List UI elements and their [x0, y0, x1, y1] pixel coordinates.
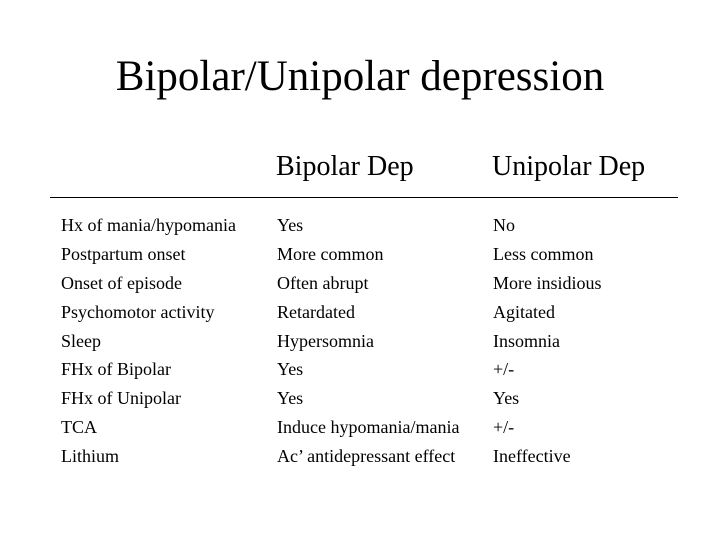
row-bipolar-value: Retardated — [277, 301, 355, 322]
comparison-table — [0, 211, 720, 471]
row-bipolar-value: Induce hypomania/mania — [277, 417, 460, 438]
row-unipolar-value: +/- — [493, 417, 515, 438]
row-bipolar-value: More common — [277, 243, 384, 264]
column-header-bipolar: Bipolar Dep — [276, 151, 414, 182]
row-feature-label: Psychomotor activity — [61, 301, 215, 322]
row-feature-label: Hx of mania/hypomania — [61, 215, 236, 235]
table-row — [0, 211, 720, 240]
row-bipolar-value: Ac’ antidepressant effect — [277, 446, 456, 467]
header-divider — [50, 197, 678, 198]
column-header-unipolar: Unipolar Dep — [492, 151, 646, 182]
row-feature-label: Postpartum onset — [61, 243, 186, 264]
row-unipolar-value: More insidious — [493, 272, 602, 293]
row-unipolar-value: Less common — [493, 243, 594, 264]
row-unipolar-value: Insomnia — [493, 330, 560, 351]
row-feature-label: Onset of episode — [61, 272, 182, 293]
table-row — [0, 442, 720, 471]
row-feature-label: Lithium — [61, 446, 119, 467]
row-unipolar-value: +/- — [493, 359, 515, 380]
row-feature-label: FHx of Bipolar — [61, 359, 171, 380]
row-bipolar-value: Often abrupt — [277, 272, 369, 293]
row-bipolar-value: Yes — [277, 388, 304, 409]
table-row — [0, 240, 720, 269]
row-bipolar-value: Hypersomnia — [277, 330, 374, 351]
row-bipolar-value: Yes — [277, 215, 304, 235]
table-row — [0, 355, 720, 384]
table-row — [0, 298, 720, 327]
row-feature-label: TCA — [61, 417, 97, 438]
row-feature-label: Sleep — [61, 330, 101, 351]
slide-title: Bipolar/Unipolar depression — [115, 53, 605, 100]
row-unipolar-value: No — [493, 215, 515, 235]
table-row — [0, 413, 720, 442]
row-unipolar-value: Agitated — [493, 301, 555, 322]
row-unipolar-value: Yes — [493, 388, 520, 409]
table-row — [0, 327, 720, 356]
table-row — [0, 384, 720, 413]
table-row — [0, 269, 720, 298]
row-bipolar-value: Yes — [277, 359, 304, 380]
row-unipolar-value: Ineffective — [493, 446, 571, 467]
row-feature-label: FHx of Unipolar — [61, 388, 181, 409]
